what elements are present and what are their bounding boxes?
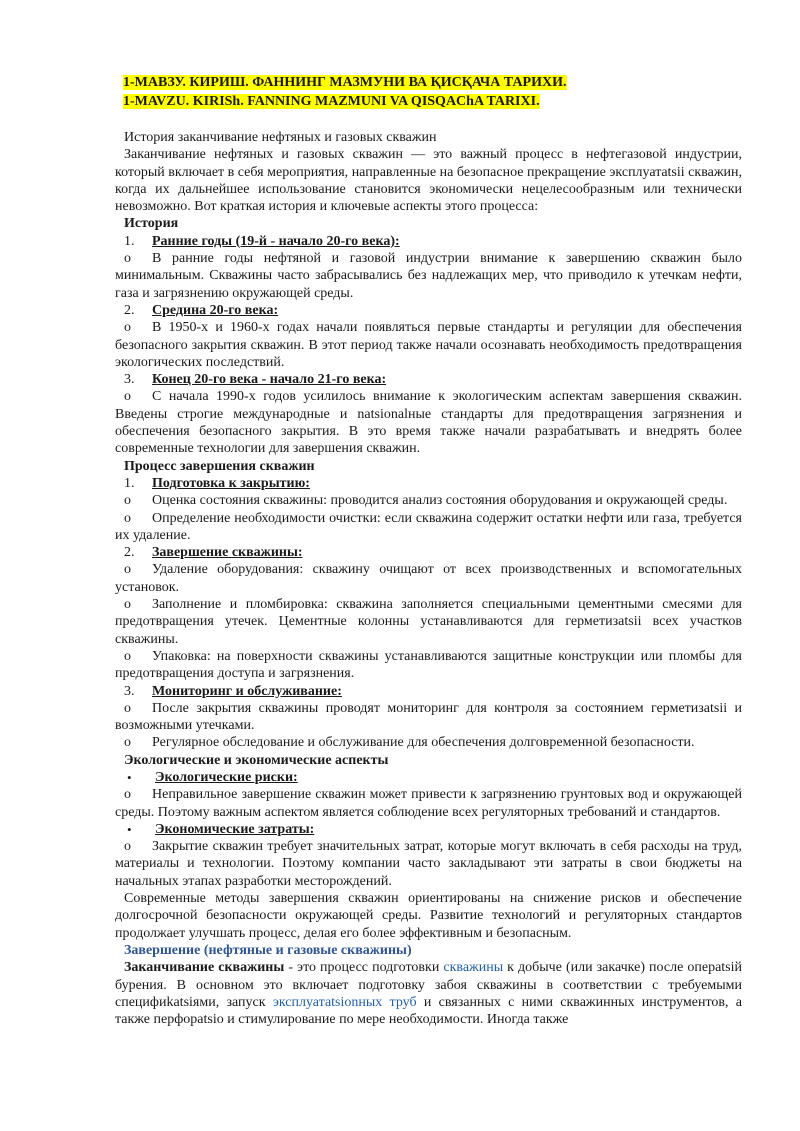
list-item-heading bbox=[115, 233, 742, 250]
list-item-text bbox=[115, 388, 742, 457]
bullet-text: Упаковка: на поверхности скважины устанавливаются защитные конструкции или пломбы для предотвращения доступа и загрязнения. bbox=[115, 648, 742, 682]
sub-bullet-marker: o bbox=[124, 389, 131, 405]
item-title: Мониторинг и обслуживание: bbox=[152, 683, 342, 699]
item-number: 1. bbox=[124, 475, 135, 491]
item-title: Экологические риски: bbox=[155, 769, 298, 785]
process-list bbox=[115, 475, 742, 752]
title-line-latin: 1-MAVZU. KIRISh. FANNING MAZMUNI VA QISQAChA TARIXI. bbox=[123, 94, 540, 109]
list-item-text bbox=[115, 596, 742, 648]
bullet-text: Неправильное завершение скважин может привести к загрязнению грунтовых вод и окружающей среды. Поэтому важным аспектом является соблюдение всех регуляторных требований и стандартов. bbox=[115, 787, 742, 820]
sub-bullet-marker: o bbox=[124, 562, 131, 578]
bullet-marker: • bbox=[127, 769, 132, 785]
list-item-text bbox=[115, 734, 742, 751]
list-item-text bbox=[115, 838, 742, 890]
item-title: Завершение скважины: bbox=[152, 545, 303, 561]
sub-bullet-marker: o bbox=[124, 839, 131, 855]
list-item-text bbox=[115, 319, 742, 371]
item-number: 2. bbox=[124, 302, 135, 318]
link-skvazhiny[interactable]: скважины bbox=[443, 960, 504, 976]
item-number: 2. bbox=[124, 545, 135, 561]
bullet-text: С начала 1990-х годов усилилось внимание к экологическим аспектам завершения скважин. Введены строгие международные и natsionalные стандарты для предотвращения загрязнения и обеспечения безопасного закрытия. В это время также начали разрабатывать и внедрять более современные технологии для завершения скважин. bbox=[115, 389, 742, 457]
bullet-text: Регулярное обследование и обслуживание для обеспечения долговременной безопасности. bbox=[152, 735, 695, 751]
list-item-heading bbox=[115, 683, 742, 700]
sub-bullet-marker: o bbox=[124, 251, 131, 267]
sub-bullet-marker: o bbox=[124, 320, 131, 336]
link-production-tubing[interactable]: эксплуатаtsionных труб bbox=[272, 994, 417, 1010]
bullet-text: Оценка состояния скважины: проводится анализ состояния оборудования и окружающей среды. bbox=[152, 493, 728, 509]
list-item-text bbox=[115, 492, 742, 509]
completion-paragraph bbox=[115, 959, 742, 1028]
list-item-text bbox=[115, 561, 742, 596]
bullet-text: Определение необходимости очистки: если скважина содержит остатки нефти или газа, требуется их удаление. bbox=[115, 510, 742, 543]
bullet-text: В 1950-х и 1960-х годах начали появляться первые стандарты и регуляции для обеспечения безопасного закрытия скважин. В этот период также начали осознавать необходимость предотвращения экологических последствий. bbox=[115, 320, 742, 370]
item-title: Средина 20-го века: bbox=[152, 302, 279, 318]
eco-heading: Экологические и экономические аспекты bbox=[124, 752, 389, 768]
history-list bbox=[115, 233, 742, 458]
list-item-text bbox=[115, 786, 742, 821]
completion-heading: Завершение (нефтяные и газовые скважины) bbox=[124, 942, 412, 958]
title-line-cyrillic: 1-МАВЗУ. КИРИШ. ФАННИНГ МАЗМУНИ ВА ҚИСҚАЧА ТАРИХИ. bbox=[123, 75, 567, 90]
item-number: 1. bbox=[124, 233, 135, 249]
list-item-heading bbox=[115, 769, 742, 786]
sub-bullet-marker: o bbox=[124, 648, 131, 664]
sub-bullet-marker: o bbox=[124, 510, 131, 526]
sub-bullet-marker: o bbox=[124, 493, 131, 509]
completion-text-1: - это процесс подготовки bbox=[284, 960, 444, 976]
closing-paragraph: Современные методы завершения скважин ориентированы на снижение рисков и обеспечение долгосрочной безопасности окружающей среды. Развитие технологий и регуляторных стандартов продолжает улучшать процесс, делая его более эффективным и безопасным. bbox=[115, 891, 742, 941]
sub-bullet-marker: o bbox=[124, 735, 131, 751]
completion-lead: Заканчивание скважины bbox=[124, 960, 285, 976]
eco-list bbox=[115, 769, 742, 890]
document-title bbox=[123, 74, 742, 112]
completion-text-3: и связанных с ними скважинных инструментов, а также перфораtsio и стимулирование по мере необходимости. Иногда также bbox=[115, 994, 742, 1028]
completion-text-2: к добыче (или закачке) после операtsiй бурения. В основном это включает подготовку забоя скважины в соответствии с требуемыми специфиkatsiями, запуск bbox=[115, 960, 743, 1010]
list-item-heading bbox=[115, 371, 742, 388]
list-item-text bbox=[115, 700, 742, 735]
sub-bullet-marker: o bbox=[124, 700, 131, 716]
list-item-heading bbox=[115, 475, 742, 492]
bullet-text: После закрытия скважины проводят мониторинг для контроля за состоянием герметизatsii и возможными утечками. bbox=[115, 700, 742, 734]
list-item-text bbox=[115, 250, 742, 302]
bullet-text: В ранние годы нефтяной и газовой индустрии внимание к завершению скважин было минимальным. Скважины часто забрасывались без надлежащих мер, что приводило к утечкам нефти, газа и загрязнению окружающей среды. bbox=[115, 251, 742, 301]
intro-heading: История заканчивание нефтяных и газовых скважин bbox=[124, 130, 437, 145]
item-number: 3. bbox=[124, 372, 135, 388]
list-item-heading bbox=[115, 821, 742, 838]
list-item-text bbox=[115, 510, 742, 545]
item-number: 3. bbox=[124, 683, 135, 699]
history-heading: История bbox=[124, 216, 179, 232]
bullet-text: Закрытие скважин требует значительных затрат, которые могут включать в себя расходы на труд, материалы и технологии. Поэтому компании часто закладывают эти затраты в свои бюджеты на начальных этапах разработки месторождений. bbox=[115, 839, 742, 889]
list-item-heading bbox=[115, 302, 742, 319]
list-item-heading bbox=[115, 544, 742, 561]
list-item-text bbox=[115, 648, 742, 683]
item-title: Конец 20-го века - начало 21-го века: bbox=[152, 372, 387, 388]
bullet-marker: • bbox=[127, 821, 132, 837]
bullet-text: Удаление оборудования: скважину очищают от всех производственных и вспомогательных установок. bbox=[115, 562, 742, 595]
sub-bullet-marker: o bbox=[124, 787, 131, 803]
sub-bullet-marker: o bbox=[124, 597, 131, 613]
item-title: Ранние годы (19-й - начало 20-го века): bbox=[152, 233, 400, 249]
item-title: Подготовка к закрытию: bbox=[152, 475, 310, 491]
item-title: Экономические затраты: bbox=[155, 821, 315, 837]
process-heading: Процесс завершения скважин bbox=[124, 458, 315, 474]
intro-paragraph: Заканчивание нефтяных и газовых скважин — это важный процесс в нефтегазовой индустрии, который включает в себя мероприятия, направленные на безопасное прекращение эксплуатatsii скважин, когда их дальнейшее использование становится экономически нецелесообразным или технически невозможно. Вот краткая история и ключевые аспекты этого процесса: bbox=[115, 147, 742, 215]
bullet-text: Заполнение и пломбировка: скважина заполняется специальными цементными смесями для предотвращения утечек. Цементные колонны устанавливаются для герметизatsii всех участков скважины. bbox=[115, 597, 742, 647]
